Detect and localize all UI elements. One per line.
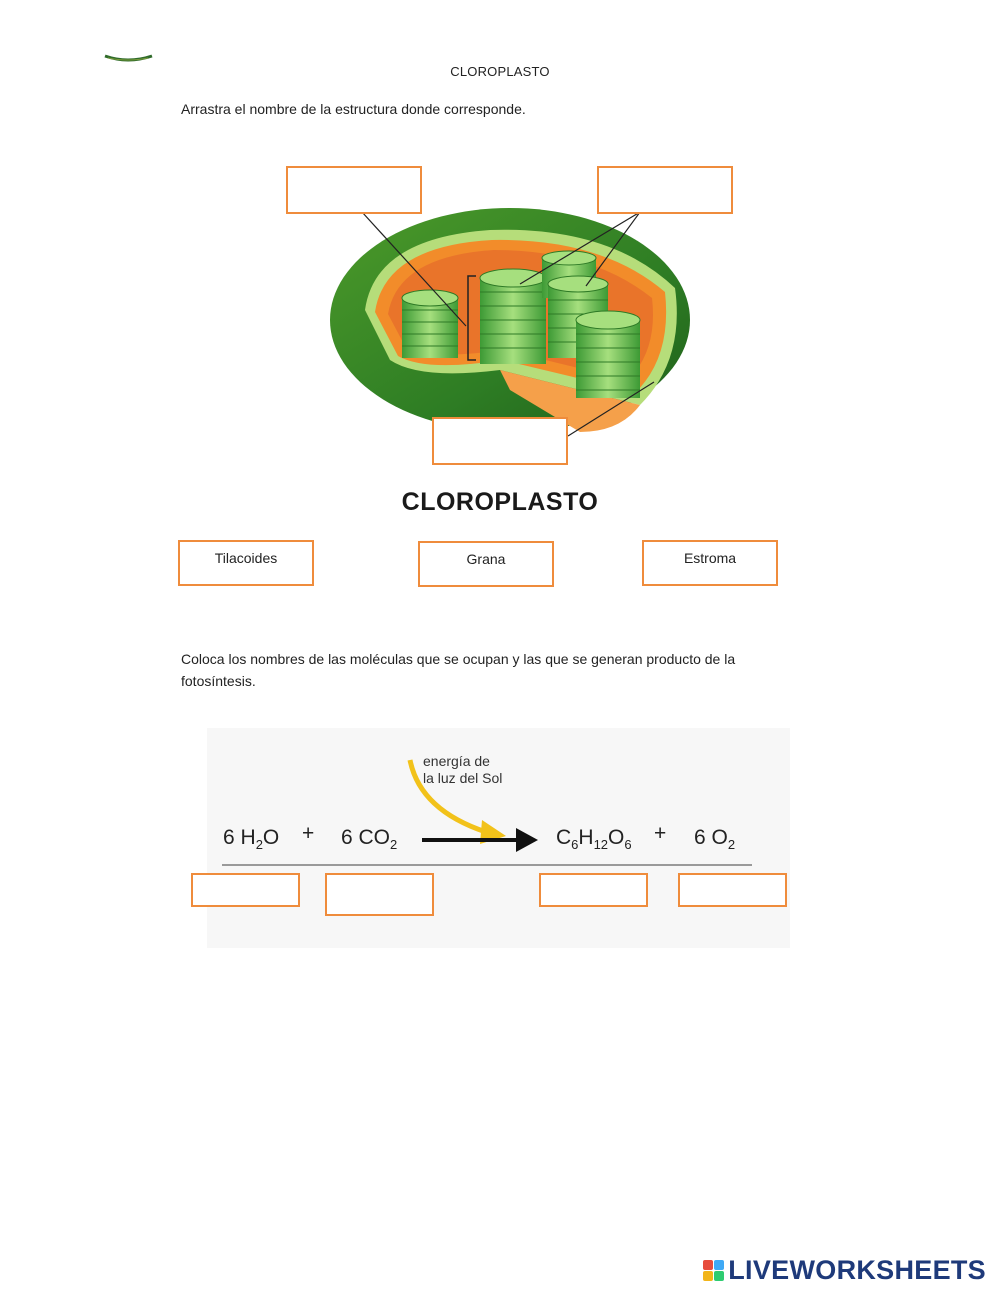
- liveworksheets-logo: [703, 1255, 986, 1286]
- granum-stack-1: [402, 290, 458, 358]
- plus-sign-2: +: [654, 822, 667, 845]
- granum-stack-4: [576, 311, 640, 398]
- word-bank-grana[interactable]: Grana: [418, 541, 554, 587]
- equation-underline: [222, 864, 752, 866]
- document-title: CLOROPLASTO: [450, 64, 550, 79]
- liveworksheets-mark-icon: [703, 1260, 724, 1281]
- plus-sign-1: +: [302, 822, 315, 845]
- sunlight-energy-label: energía de la luz del Sol: [423, 753, 503, 786]
- diagram-title: CLOROPLASTO: [401, 488, 599, 516]
- drop-target-product-1[interactable]: [539, 873, 648, 907]
- reaction-arrow: [400, 758, 550, 862]
- drop-target-reactant-1[interactable]: [191, 873, 300, 907]
- school-logo: [100, 40, 160, 62]
- product-oxygen: 6 $O_2$: [694, 826, 736, 853]
- drop-target-structure-3[interactable]: [432, 417, 568, 465]
- reactant-water: 6 $H_2O$: [223, 826, 280, 853]
- granum-stack-2: [480, 269, 546, 364]
- drop-target-product-2[interactable]: [678, 873, 787, 907]
- drop-target-reactant-2[interactable]: [325, 873, 434, 916]
- instruction-photosynthesis: Coloca los nombres de las moléculas que se ocupan y las que se generan producto de la fotosíntesis.: [181, 651, 736, 689]
- drop-target-structure-2[interactable]: [597, 166, 733, 214]
- drop-target-structure-1[interactable]: [286, 166, 422, 214]
- instruction-drag-structures: Arrastra el nombre de la estructura donde corresponde.: [181, 101, 526, 117]
- reactant-carbon-dioxide: 6 $CO_2$: [341, 826, 398, 853]
- word-bank-tilacoides[interactable]: Tilacoides: [178, 540, 314, 586]
- product-glucose: $C_6H_{12}O_6$: [556, 826, 632, 853]
- liveworksheets-wordmark: LIVEWORKSHEETS: [728, 1255, 986, 1285]
- word-bank-estroma[interactable]: Estroma: [642, 540, 778, 586]
